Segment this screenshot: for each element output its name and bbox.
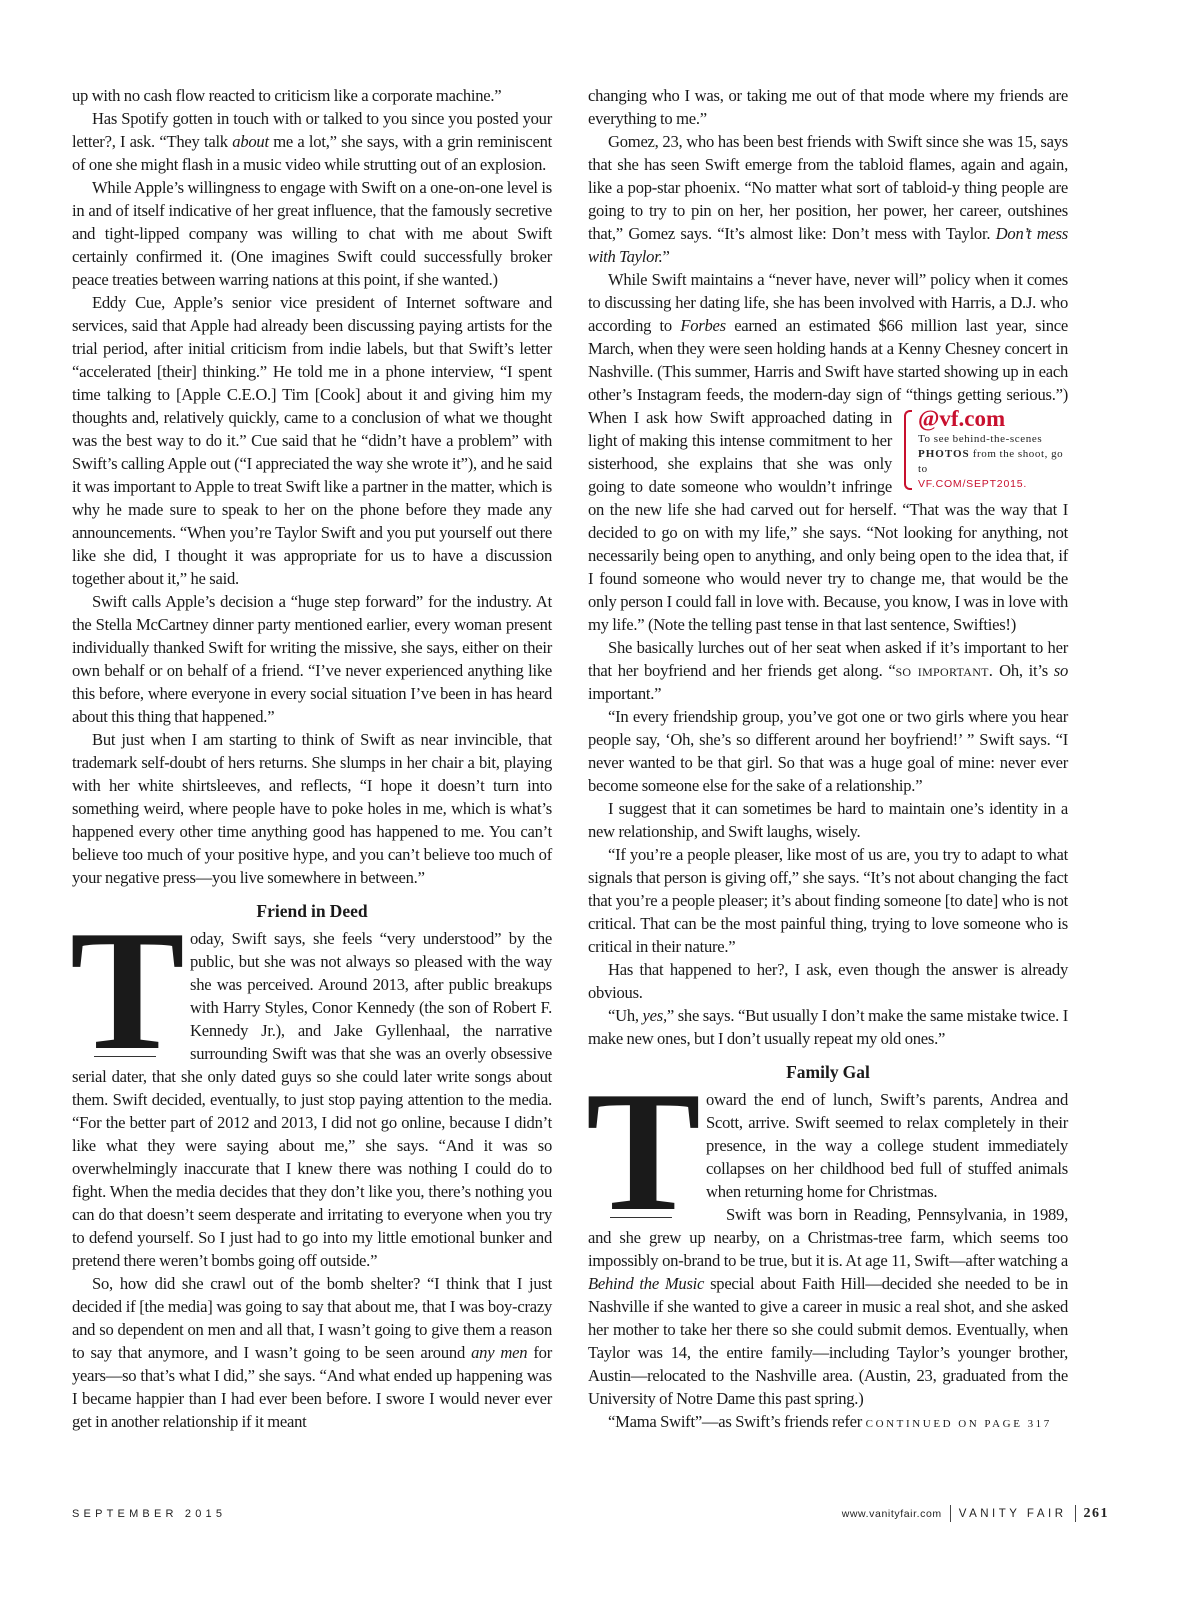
text-run: oday, Swift says, she feels “very understood” by the public, but she was not always so pleased with the way she was perceived. Around 2013, after public breakups with Harry Styles, Conor Kennedy (the son of Robert F. Kennedy Jr.), and Jake Gyllenhaal, the narrative surrounding Swift was that she was an overly obsessive serial dater, that she only dated guys so she could later write songs about them. Swift decided, eventually, to just stop paying attention to the media. “For the better part of 2012 and 2013, I did not go online, because I didn’t like what they were saying about me,” she says. “And it was so overwhelmingly inaccurate that I knew there was nothing I could do to fight. When the media decides that they don’t like you, there’s nothing you can do that doesn’t seem desperate and irritating to everyone when you try to defend yourself. So I just had to go into my little emotional bunker and pretend there weren’t bombs going off outside.” [72, 929, 552, 1270]
text-run: Swift calls Apple’s decision a “huge step forward” for the industry. At the Stella McCartney dinner party mentioned earlier, every woman present individually thanked Swift for writing the missive, she says, either on their own behalf or on behalf of a friend. “I’ve never experienced anything like this before, where everyone in every social situation I’ve been in has heard about this thing that happened.” [72, 592, 552, 726]
article-paragraph [72, 590, 552, 728]
text-run: Behind the Music [588, 1274, 705, 1293]
drop-cap-rule [610, 1217, 672, 1218]
footer-magazine-name: VANITY FAIR [958, 1507, 1067, 1520]
text-run: any men [471, 1343, 528, 1362]
divider [950, 1505, 951, 1522]
text-run: “Mama Swift”—as Swift’s friends refer [608, 1412, 866, 1431]
text-run: oward the end of lunch, Swift’s parents, Andrea and Scott, arrive. Swift seemed to relax completely in their presence, in the way a college student immediately collapses on her childhood bed full of stuffed animals when returning home for Christmas. [706, 1090, 1068, 1201]
sidebar-url-link[interactable]: VF.COM/SEPT2015. [918, 478, 1028, 490]
article-paragraph [72, 291, 552, 590]
footer-issue-date: SEPTEMBER 2015 [72, 1508, 227, 1520]
article-paragraph [588, 130, 1068, 268]
text-run: Oh, it’s [993, 661, 1054, 680]
article-paragraph [588, 797, 1068, 843]
text-run: me a lot,” she says, with a grin reminiscent of one she might flash in a music video while strutting out of an explosion. [72, 132, 552, 174]
text-run: for years—so that’s what I did,” she says. “And what ended up happening was I became happier than I had ever been before. I swore I would never ever get in another relationship if it meant [72, 1343, 552, 1431]
text-run: so important. [895, 661, 994, 680]
text-run: I suggest that it can sometimes be hard to maintain one’s identity in a new relationship, and Swift laughs, wisely. [588, 799, 1068, 841]
section-heading: Family Gal [786, 1062, 870, 1082]
drop-cap [70, 896, 185, 1086]
text-run: But just when I am starting to think of Swift as near invincible, that trademark self-doubt of hers returns. She slumps in her chair a bit, playing with her white shirtsleeves, and reflects, “I hope it doesn’t turn into something weird, where people have to poke holes in me, which is what’s happened every other time anything good has happened to me. You can’t believe too much of your positive hype, and you can’t believe too much of your negative press—you live somewhere in between.” [72, 730, 552, 887]
text-run: Don’t mess with Taylor. [588, 224, 1068, 266]
text-run: Has that happened to her?, I ask, even though the answer is already obvious. [588, 960, 1068, 1002]
text-run: ” she says. “But usually I don’t make the same mistake twice. I make new ones, but I don’t usually repeat my old ones.” [588, 1006, 1068, 1048]
text-run: While Swift maintains a “never have, never will” policy when it comes to discussing her dating life, she has been involved with Harris, a D.J. who according to [588, 270, 1068, 335]
article-paragraph [588, 705, 1068, 797]
article-paragraph [72, 728, 552, 889]
page-number: 261 [1083, 1505, 1109, 1521]
text-run: So, how did she crawl out of the bomb shelter? “I think that I just decided if [the media] was going to say that about me, that I was boy-crazy and so dependent on men and all that, I wasn’t going to give them a reason to say that anymore, and I wasn’t going to be seen around [72, 1274, 552, 1362]
text-run: yes, [642, 1006, 667, 1025]
paragraphs [588, 84, 1068, 268]
article-paragraph [588, 1410, 1068, 1436]
article-paragraph [72, 107, 552, 176]
text-run: “If you’re a people pleaser, like most of us are, you try to adapt to what signals that person is giving off,” she says. “It’s not about changing the fact that you’re a people pleaser; it’s about finding someone [to date] who is not critical. That can be the most painful thing, trying to love someone who is critical in their nature.” [588, 845, 1068, 956]
paragraphs [588, 636, 1068, 1050]
article-paragraph [72, 1272, 552, 1433]
text-run: While Apple’s willingness to engage with Swift on a one-on-one level is in and of itself indicative of her great influence, that the famously secretive and tight-lipped company was willing to chat with me about Swift certainly confirmed it. (One imagines Swift could successfully broker peace treaties between warring nations at this point, if she wanted.) [72, 178, 552, 289]
article-paragraph [588, 958, 1068, 1004]
text-run: Swift was born in Reading, Pennsylvania, in 1989, and she grew up nearby, on a Christmas-tree farm, which seems too impossibly on-brand to be true, but it is. At age 11, Swift—after watching a [588, 1205, 1068, 1270]
article-paragraph [588, 84, 1068, 130]
drop-cap-rule [94, 1056, 156, 1057]
text-run: She basically lurches out of her seat when asked if it’s important to her that her boyfriend and her friends get along. “ [588, 638, 1068, 680]
article-paragraph [588, 636, 1068, 705]
text-run: Gomez, 23, who has been best friends with Swift since she was 15, says that she has seen Swift emerge from the tabloid flames, again and again, like a pop-star phoenix. “No matter what sort of tabloid-y thing people are going to try to pin on her, her position, her power, her career, outshines that,” Gomez says. “It’s almost like: Don’t mess with Taylor. [588, 132, 1068, 243]
text-run: important.” [588, 684, 662, 703]
text-run: ” [662, 247, 670, 266]
left-column [72, 84, 552, 1433]
paragraphs [72, 84, 552, 889]
drop-cap-letter: T [586, 1057, 701, 1247]
text-run: Eddy Cue, Apple’s senior vice president of Internet software and services, said that Apple had already been discussing paying artists for the trial period, after initial criticism from indie labels, but that Swift’s letter “accelerated [their] thinking.” He told me in a phone interview, “I spent time talking to [Apple C.E.O.] Tim [Cook] about it and giving him my thoughts and, relatively quickly, came to a conclusion of what we thought was the best way to do it.” Cue said that he “didn’t have a problem” with Swift’s calling Apple out (“I appreciated the way she wrote it”), and he said it was important to Apple to treat Swift like a partner in the matter, which is why he made sure to speak to her on the phone before they made any announcements. “When you’re Taylor Swift and you put yourself out there like she did, I thought it was appropriate for us to have a discussion together about it,” he said. [72, 293, 552, 588]
text-run: “In every friendship group, you’ve got one or two girls where you hear people say, ‘Oh, she’s so different around her boyfriend!’ ” Swift says. “I never wanted to be that girl. So that was a huge goal of mine: never ever become someone else for the sake of a relationship.” [588, 707, 1068, 795]
article-paragraph [72, 176, 552, 291]
article-paragraph [588, 843, 1068, 958]
footer-website: www.vanityfair.com [841, 1507, 942, 1520]
right-column [588, 84, 1068, 1436]
article-paragraph [588, 268, 1068, 636]
text-run: special about Faith Hill—decided she needed to be in Nashville if she wanted to give a career in music a real shot, and she asked her mother to take her there so she could submit demos. Eventually, when Taylor was 14, the entire family—including Taylor’s younger brother, Austin—relocated to the Nashville area. (Austin, 23, graduated from the University of Notre Dame this past spring.) [588, 1274, 1068, 1408]
article-paragraph [72, 84, 552, 107]
divider [1075, 1505, 1076, 1522]
text-run: “Uh, [608, 1006, 643, 1025]
section-heading: Friend in Deed [256, 901, 368, 921]
drop-cap-letter: T [70, 896, 185, 1086]
text-run: about [232, 132, 269, 151]
text-run: up with no cash flow reacted to criticism like a corporate machine.” [72, 86, 502, 105]
text-run: earned an estimated $66 million last year, since March, when they were seen holding hands at a Kenny Chesney concert in Nashville. (This summer, Harris and Swift have started showing up in each other’s Instagram feeds, the modern-day sign of “things getting serious.”) When I ask how Swift approached dating in light of making this intense commitment to her sisterhood, she explains that she was only going to date someone who wouldn’t infringe on the new life she had carved out for herself. “That was the way that I decided to go on with my life,” she says. “Not looking for anything, not necessarily being open to anything, and only being open to the idea that, if I found someone who would never try to change me, that would be the only person I could fall in love with. Because, you know, I was in love with my life.” (Note the telling past tense in that last sentence, Swifties!) [588, 316, 1068, 634]
sidebar-bracket [904, 410, 912, 490]
sidebar-text: To see behind-the-scenes PHOTOS from the shoot, go to [918, 433, 1064, 475]
text-run: changing who I was, or taking me out of that mode where my friends are everything to me.” [588, 86, 1068, 128]
drop-cap [586, 1057, 701, 1247]
article-paragraph [588, 1004, 1068, 1050]
web-promo-sidebar [904, 406, 1068, 492]
text-run: Has Spotify gotten in touch with or talked to you since you posted your letter?, I ask. “They talk [72, 109, 552, 151]
footer-folio [842, 1505, 1109, 1522]
text-run: so [1053, 661, 1069, 680]
sidebar-handle: @vf.com [918, 406, 1006, 431]
text-run: Forbes [680, 316, 726, 335]
continued-note: CONTINUED ON PAGE 317 [865, 1418, 1052, 1430]
